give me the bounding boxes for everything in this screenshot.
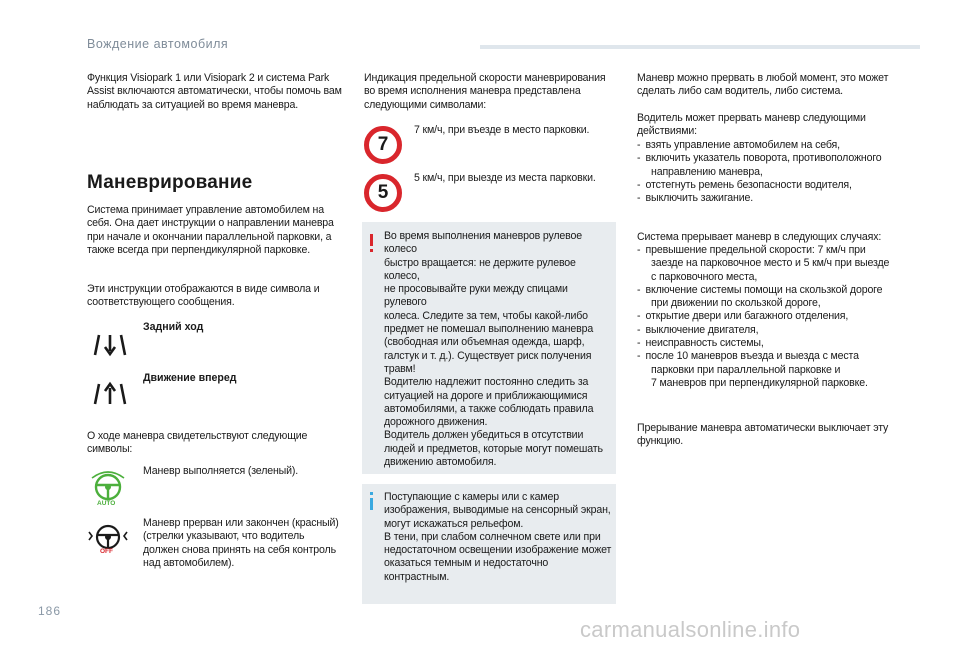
speed-value-5: 5 (377, 182, 389, 203)
page-number: 186 (38, 604, 62, 618)
auto-icon-label: AUTO (97, 500, 116, 507)
header-divider (480, 45, 920, 49)
list-item: - открытие двери или багажного отделения, (637, 310, 849, 323)
reverse-arrow-icon (91, 331, 129, 359)
driver-actions-list (637, 139, 907, 205)
speed-limit-7-icon (364, 126, 402, 164)
warning-box (362, 222, 616, 474)
system-cases-intro: Система прерывает маневр в следующих случаях: (637, 231, 882, 243)
info-box (362, 484, 616, 604)
paragraph-instructions: Эти инструкции отображаются в виде символа и соответствующего сообщения. (87, 283, 320, 309)
speed-text-5: 5 км/ч, при выезде из места парковки. (414, 172, 596, 184)
deactivation-paragraph: Прерывание маневра автоматически выключает эту функцию. (637, 422, 889, 448)
info-text: Поступающие с камеры или с камер изображения, выводимые на сенсорный экран, могут искажаться рельефом. В тени, при слабом солнечном свете или при недостаточном освещении изображение может оказаться темным и недостаточно контрастным. (384, 491, 612, 583)
list-item: - после 10 маневров въезда и выезда с места парковки при параллельной парковке и 7 маневров при перпендикулярной парковке. (637, 350, 868, 389)
status-text-running: Маневр выполняется (зеленый). (143, 465, 299, 477)
off-icon-label: OFF (100, 548, 113, 555)
speed-intro: Индикация предельной скорости маневрирования во время исполнения маневра представлена следующими символами: (364, 72, 606, 111)
list-item: - превышение предельной скорости: 7 км/ч при заезде на парковочное место и 5 км/ч при выезде с парковочного места, (637, 244, 890, 283)
warning-icon (370, 234, 373, 246)
symbol-label-forward: Движение вперед (143, 372, 237, 384)
speed-text-7: 7 км/ч, при въезде в место парковки. (414, 124, 590, 136)
system-cases-list (637, 244, 907, 390)
speed-limit-5-icon (364, 174, 402, 212)
list-item: - выключить зажигание. (637, 192, 754, 205)
list-item: - взять управление автомобилем на себя, (637, 139, 840, 151)
symbol-label-reverse: Задний ход (143, 321, 204, 333)
list-item: - неисправность системы, (637, 337, 764, 350)
info-icon-dot (370, 492, 373, 495)
intro-paragraph: Функция Visiopark 1 или Visiopark 2 и система Park Assist включаются автоматически, чтобы помочь вам наблюдать за ситуацией во время маневра. (87, 72, 342, 111)
list-item: - выключение двигателя, (637, 323, 759, 336)
paragraph-progress: О ходе маневра свидетельствуют следующие символы: (87, 430, 308, 456)
chapter-title: Вождение автомобиля (87, 37, 229, 51)
list-item: - отстегнуть ремень безопасности водителя, (637, 178, 852, 191)
status-text-stopped: Маневр прерван или закончен (красный) (стрелки указывают, что водитель должен снова принять на себя контроль над автомобилем). (143, 517, 339, 569)
speed-value-7: 7 (377, 134, 389, 155)
warning-icon-dot (370, 249, 373, 252)
driver-actions-intro: Водитель может прервать маневр следующими действиями: (637, 112, 866, 138)
warning-text: Во время выполнения маневров рулевое колесо быстро вращается: не держите рулевое колесо, не просовывайте руки между спицами рулевого колеса. Следите за тем, чтобы какой-либо предмет не помешал выполнению маневра (свободная или объемная одежда, шарф, галстук и т. д.). Существует риск получения травм! Водителю надлежит постоянно следить за ситуацией на дороге и приближающимися автомобилями, а также соблюдать правила дорожного движения. Водитель должен убедиться в отсутствии людей и предметов, которые могут помешать движению автомобиля. (384, 230, 603, 469)
interrupt-paragraph: Маневр можно прервать в любой момент, это может сделать либо сам водитель, либо система. (637, 72, 889, 98)
list-item: - включение системы помощи на скользкой дороге при движении по скользкой дороге, (637, 283, 883, 310)
list-item: - включить указатель поворота, противоположного направлению маневра, (637, 152, 882, 178)
watermark: carmanualsonline.info (580, 617, 801, 642)
paragraph-system: Система принимает управление автомобилем на себя. Она дает инструкции о направлении маневра при начале и окончании параллельной парковки, а также всегда при перпендикулярной парковке. (87, 204, 334, 256)
section-title: Маневрирование (87, 172, 253, 193)
info-icon (370, 498, 373, 510)
forward-arrow-icon (91, 380, 129, 408)
